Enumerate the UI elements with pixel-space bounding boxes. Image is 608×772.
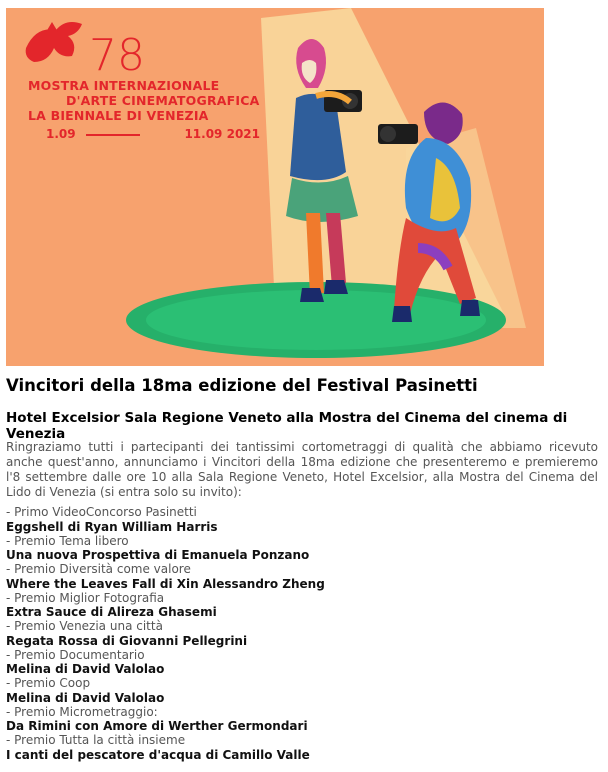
award-winner: Una nuova Prospettiva di Emanuela Ponzano [6,548,310,562]
award-winner: I canti del pescatore d'acqua di Camillo Valle [6,747,310,762]
award-category: - Premio Diversità come valore [6,562,191,576]
biennale-lion-logo [26,22,82,62]
award-item [6,592,602,621]
festival-line: LA BIENNALE DI VENEZIA [28,108,209,123]
award-winner: Melina di David Valolao [6,690,165,705]
article-subtitle: Hotel Excelsior Sala Regione Veneto alla Mostra del Cinema del cinema di Venezia [6,410,568,442]
award-winner: Da Rimini con Amore di Werther Germondari [6,719,308,733]
award-item [6,620,602,649]
award-category: - Premio Documentario [6,647,145,662]
award-category: - Premio Venezia una città [6,619,163,633]
award-item [6,506,602,535]
festival-dates [46,127,260,143]
festival-name [28,78,259,123]
awards-list [6,506,602,763]
edition-number: 78 [89,30,145,81]
award-category: - Primo VideoConcorso Pasinetti [6,505,197,519]
festival-line: MOSTRA INTERNAZIONALE [28,78,220,93]
article-intro: Ringraziamo tutti i partecipanti dei tantissimi cortometraggi di qualità che abbiamo ricevuto anche quest'anno, annunciamo i Vincitori della 18ma edizione che presenteremo e premieremo l'8 settembre dalle ore 10 alla Sala Regione Veneto, Hotel Excelsior, alla Mostra del Cinema del Lido di Venezia (si entra solo su invito): [6,440,598,499]
date-start: 1.09 [46,127,76,141]
award-winner: Melina di David Valolao [6,662,165,676]
festival-poster-image [6,8,544,366]
award-item [6,706,602,735]
award-category: - Premio Tutta la città insieme [6,733,186,747]
award-item [6,677,602,706]
award-item [6,563,602,592]
award-category: - Premio Micrometraggio: [6,704,158,719]
poster-illustration [6,8,544,366]
date-end: 11.09 2021 [184,127,260,141]
award-winner: Eggshell di Ryan William Harris [6,519,218,534]
award-winner: Extra Sauce di Alireza Ghasemi [6,605,217,619]
award-category: - Premio Miglior Fotografia [6,590,165,605]
award-category: - Premio Tema libero [6,533,129,548]
award-category: - Premio Coop [6,676,91,690]
award-winner: Regata Rossa di Giovanni Pellegrini [6,633,248,648]
award-item [6,734,602,763]
date-divider [86,134,140,136]
award-item [6,649,602,678]
article-title: Vincitori della 18ma edizione del Festival Pasinetti [6,376,478,395]
festival-line: D'ARTE CINEMATOGRAFICA [66,93,260,108]
award-item [6,535,602,564]
award-winner: Where the Leaves Fall di Xin Alessandro Zheng [6,576,325,591]
